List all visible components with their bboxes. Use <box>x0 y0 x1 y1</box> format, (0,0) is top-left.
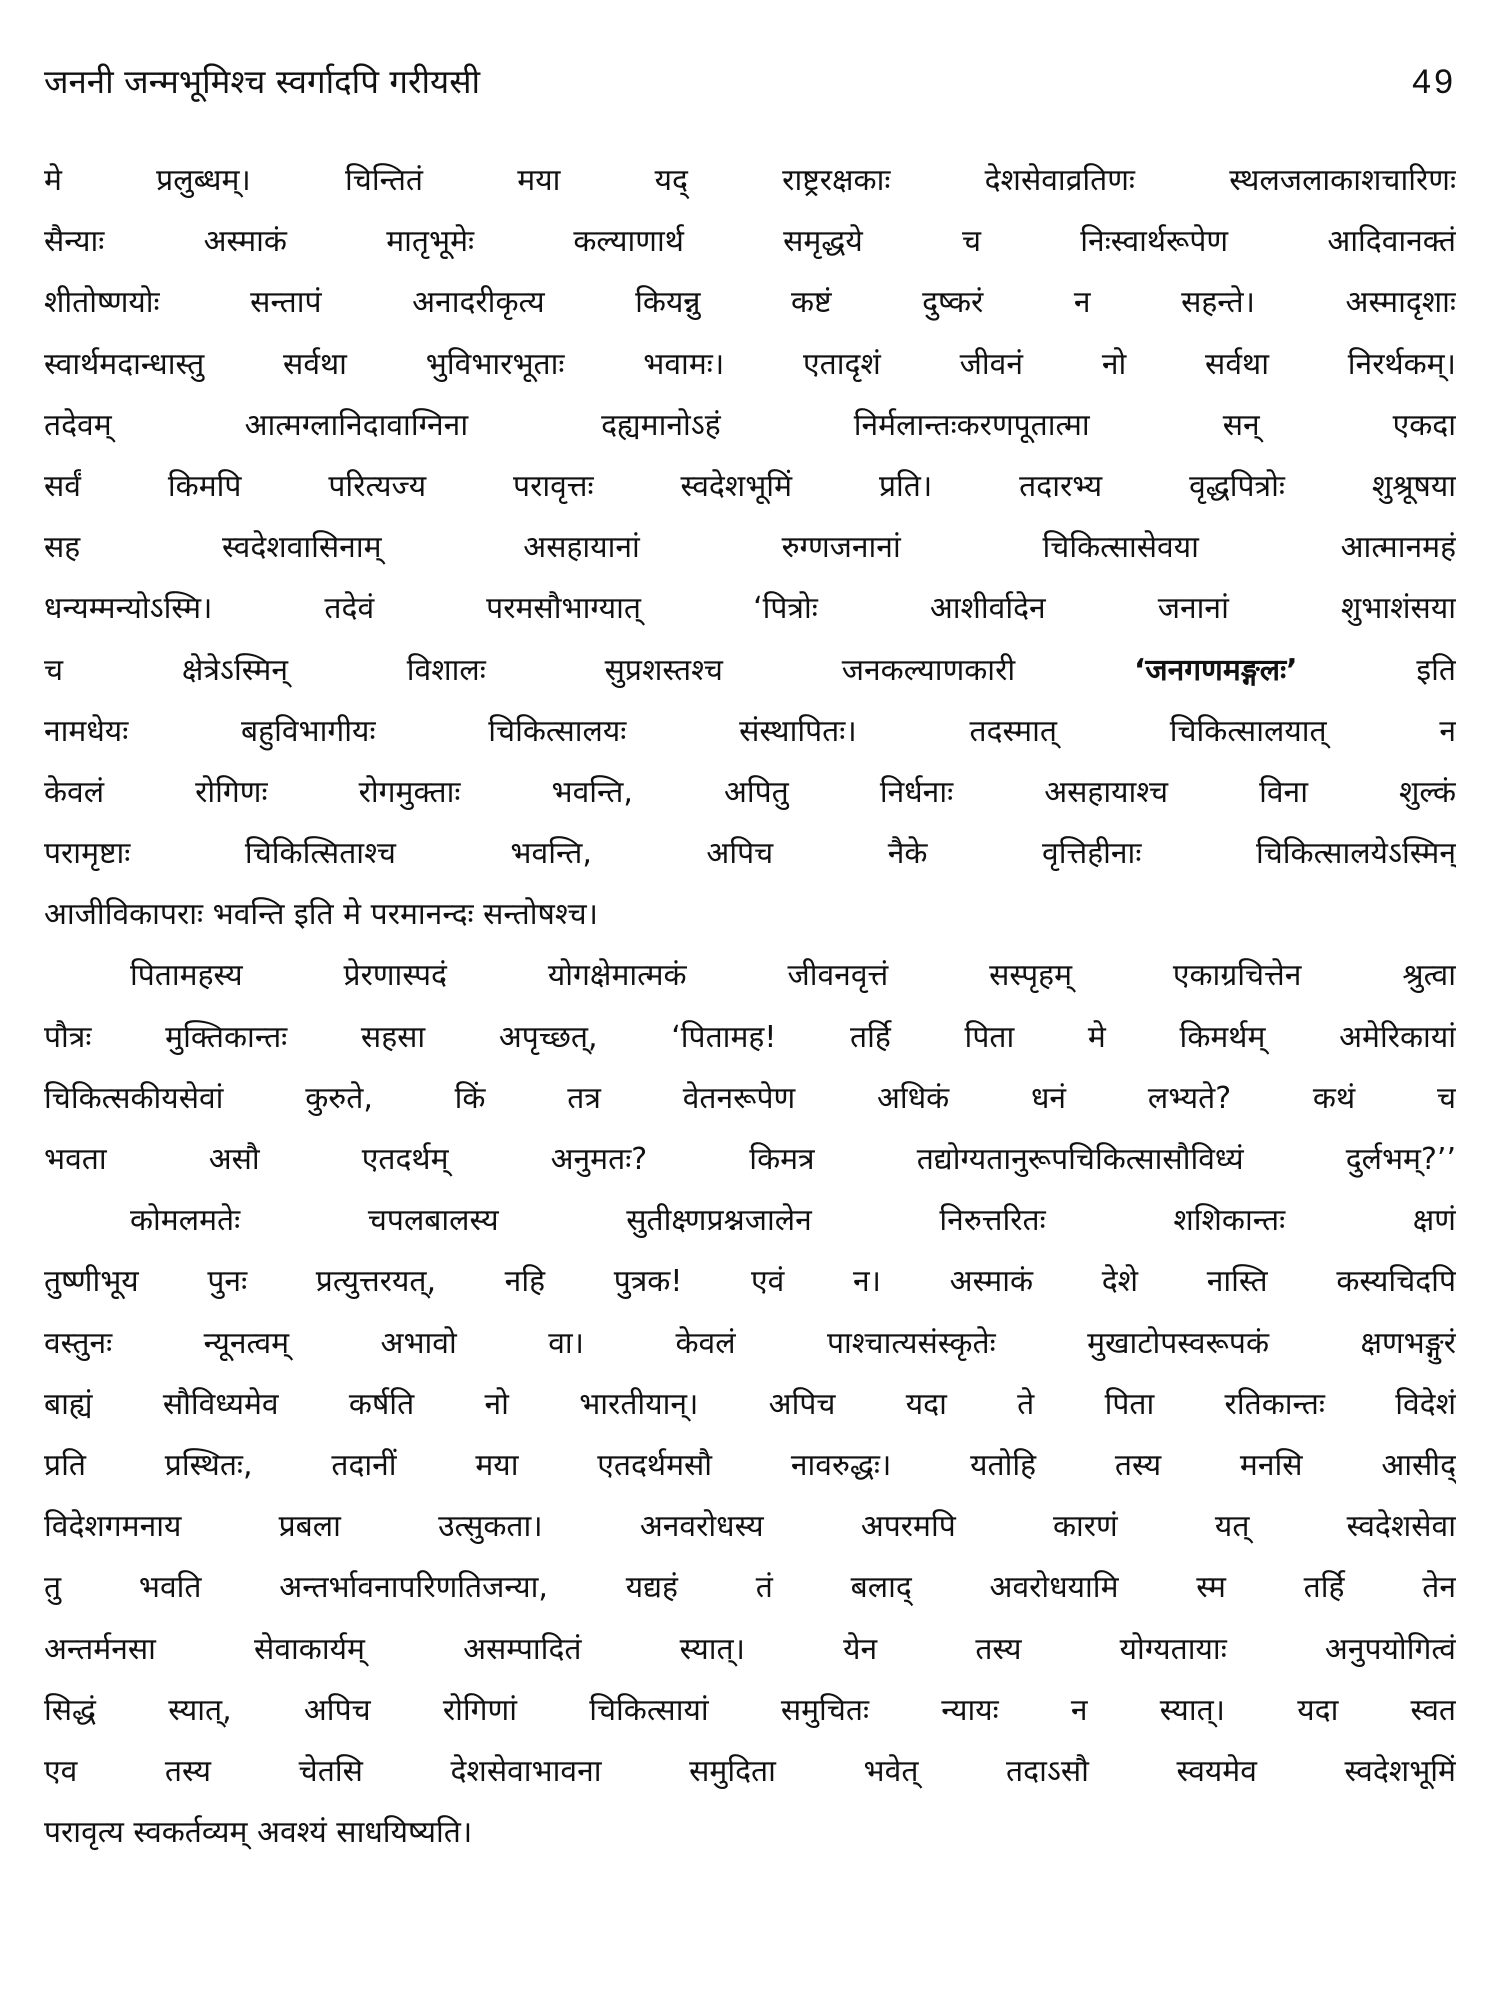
text-line: सह स्वदेशवासिनाम् असहायानां रुग्णजनानां चिकित्सासेवया आत्मानमहं <box>44 530 1456 566</box>
running-title: जननी जन्मभूमिश्च स्वर्गादपि गरीयसी <box>44 62 481 101</box>
text-line: सर्वं किमपि परित्यज्य परावृत्तः स्वदेशभूमिं प्रति। तदारभ्य वृद्धपित्रोः शुश्रूषया <box>44 468 1456 504</box>
text-line: पौत्रः मुक्तिकान्तः सहसा अपृच्छत्, ‘पितामह! तर्हि पिता मे किमर्थम् अमेरिकायां <box>44 1019 1456 1055</box>
text-line: परामृष्टाः चिकित्सिताश्च भवन्ति, अपिच नैके वृत्तिहीनाः चिकित्सालयेऽस्मिन् <box>44 836 1456 872</box>
paragraph-first-line: पितामहस्य प्रेरणास्पदं योगक्षेमात्मकं जीवनवृत्तं सस्पृहम् एकाग्रचित्तेन श्रुत्वा <box>130 958 1456 994</box>
text-line: तदेवम् आत्मग्लानिदावाग्निना दह्यमानोऽहं निर्मलान्तःकरणपूतात्मा सन् एकदा <box>44 407 1456 443</box>
text-line: बाह्यं सौविध्यमेव कर्षति नो भारतीयान्। अपिच यदा ते पिता रतिकान्तः विदेशं <box>44 1386 1456 1422</box>
text-line: स्वार्थमदान्धास्तु सर्वथा भुविभारभूताः भवामः। एतादृशं जीवनं नो सर्वथा निरर्थकम्। <box>44 346 1456 382</box>
text-span: च क्षेत्रेऽस्मिन् विशालः सुप्रशस्तश्च जनकल्याणकारी <box>44 652 1016 688</box>
text-line: तुष्णीभूय पुनः प्रत्युत्तरयत्, नहि पुत्रक! एवं न। अस्माकं देशे नास्ति कस्यचिदपि <box>44 1264 1456 1300</box>
text-line: केवलं रोगिणः रोगमुक्ताः भवन्ति, अपितु निर्धनाः असहायाश्च विना शुल्कं <box>44 774 1456 810</box>
text-line: तु भवति अन्तर्भावनापरिणतिजन्या, यद्यहं तं बलाद् अवरोधयामि स्म तर्हि तेन <box>44 1570 1456 1606</box>
text-line: परावृत्य स्वकर्तव्यम् अवश्यं साधयिष्यति। <box>44 1815 473 1851</box>
text-line: मे प्रलुब्धम्। चिन्तितं मया यद् राष्ट्ररक्षकाः देशसेवाव्रतिणः स्थलजलाकाशचारिणः <box>44 163 1456 198</box>
text-line: आजीविकापराः भवन्ति इति मे परमानन्दः सन्तोषश्च। <box>44 897 599 933</box>
paragraph-first-line: कोमलमतेः चपलबालस्य सुतीक्ष्णप्रश्नजालेन निरुत्तरितः शशिकान्तः क्षणं <box>130 1203 1456 1239</box>
text-line: अन्तर्मनसा सेवाकार्यम् असम्पादितं स्यात्। येन तस्य योग्यतायाः अनुपयोगित्वं <box>44 1631 1456 1667</box>
text-line: प्रति प्रस्थितः, तदानीं मया एतदर्थमसौ नावरुद्धः। यतोहि तस्य मनसि आसीद् <box>44 1447 1456 1483</box>
text-line: भवता असौ एतदर्थम् अनुमतः? किमत्र तद्योग्यतानुरूपचिकित्सासौविध्यं दुर्लभम्?’’ <box>44 1142 1456 1177</box>
hospital-name: ‘जनगणमङ्गलः’ <box>1133 652 1298 688</box>
text-line: सैन्याः अस्माकं मातृभूमेः कल्याणार्थ समृद्धये च निःस्वार्थरूपेण आदिवानक्तं <box>44 224 1456 260</box>
text-line: नामधेयः बहुविभागीयः चिकित्सालयः संस्थापितः। तदस्मात् चिकित्सालयात् न <box>44 713 1456 749</box>
text-line: चिकित्सकीयसेवां कुरुते, किं तत्र वेतनरूपेण अधिकं धनं लभ्यते? कथं च <box>44 1080 1456 1116</box>
text-line: विदेशगमनाय प्रबला उत्सुकता। अनवरोधस्य अपरमपि कारणं यत् स्वदेशसेवा <box>44 1509 1456 1545</box>
text-line: शीतोष्णयोः सन्तापं अनादरीकृत्य कियन्नु कष्टं दुष्करं न सहन्ते। अस्मादृशाः <box>44 285 1456 321</box>
page-number: 49 <box>1412 63 1456 101</box>
text-line <box>44 640 1456 701</box>
text-line: धन्यम्मन्योऽस्मि। तदेवं परमसौभाग्यात् ‘पित्रोः आशीर्वादेन जनानां शुभाशंसया <box>44 591 1456 627</box>
text-line: सिद्धं स्यात्, अपिच रोगिणां चिकित्सायां समुचितः न्यायः न स्यात्। यदा स्वत <box>44 1692 1456 1728</box>
text-line: एव तस्य चेतसि देशसेवाभावना समुदिता भवेत् तदाऽसौ स्वयमेव स्वदेशभूमिं <box>44 1753 1456 1789</box>
running-header <box>44 54 1456 110</box>
text-line: वस्तुनः न्यूनत्वम् अभावो वा। केवलं पाश्चात्यसंस्कृतेः मुखाटोपस्वरूपकं क्षणभङ्गुरं <box>44 1325 1456 1361</box>
page-body <box>44 150 1456 1863</box>
text-span: इति <box>1416 652 1456 688</box>
